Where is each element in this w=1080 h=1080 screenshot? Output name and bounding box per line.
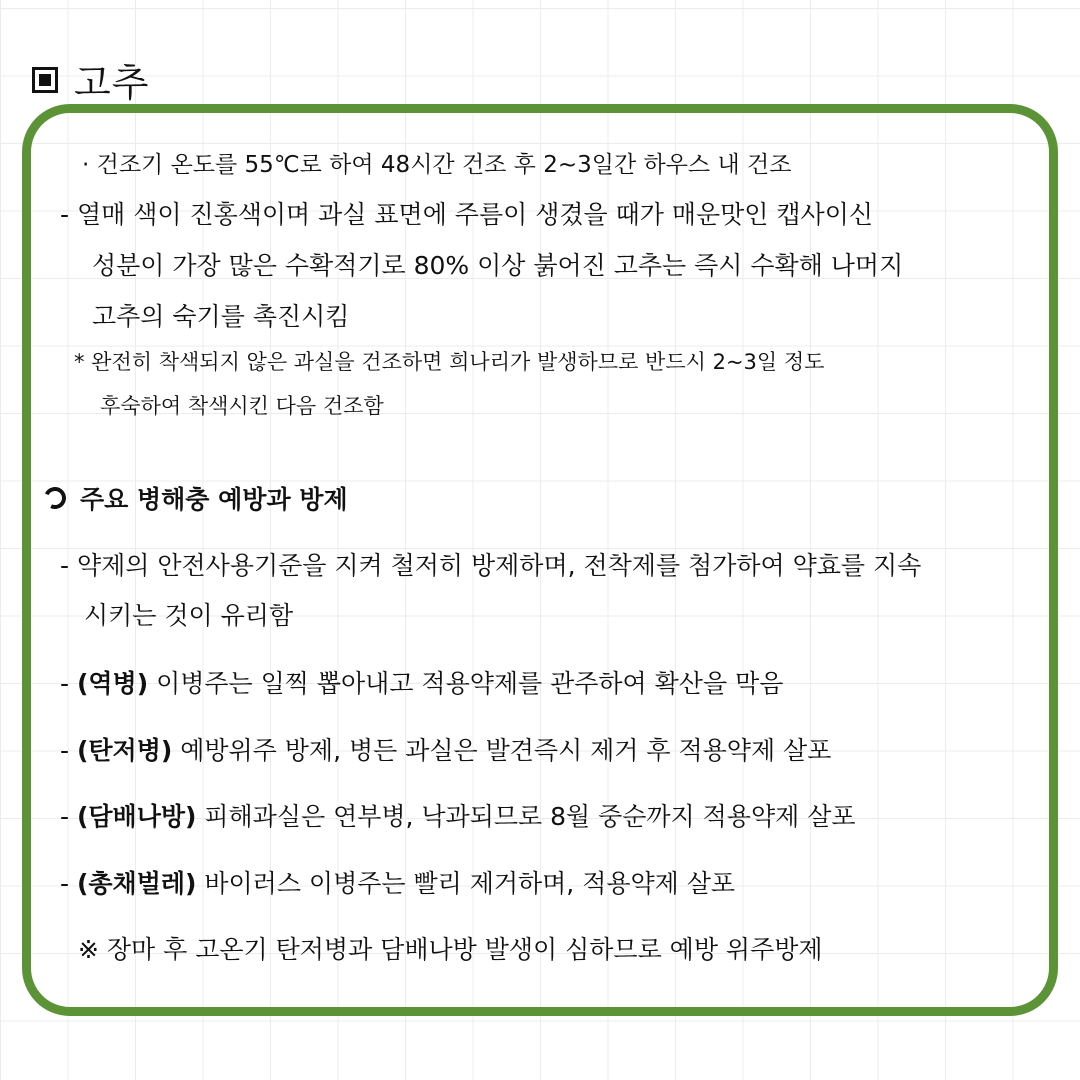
square-bullet-icon bbox=[32, 67, 58, 93]
drying-line-4: 고추의 숙기를 촉진시킴 bbox=[92, 302, 350, 331]
item-blight bbox=[60, 664, 783, 700]
drying-note-2: 후숙하여 착색시킨 다음 건조함 bbox=[100, 394, 384, 418]
item-dash: - bbox=[60, 802, 77, 831]
page-title bbox=[32, 52, 149, 107]
drying-line-3: 성분이 가장 많은 수확적기로 80% 이상 붉어진 고추는 즉시 수확해 나머지 bbox=[92, 251, 904, 280]
circle-bullet-icon bbox=[41, 484, 69, 512]
section-heading-text: 주요 병해충 예방과 방제 bbox=[80, 485, 348, 514]
item-thrips bbox=[60, 864, 735, 900]
item-dash: - bbox=[60, 736, 77, 765]
item-label: (담배나방) bbox=[76, 802, 197, 831]
item-text: 이병주는 일찍 뽑아내고 적용약제를 관주하여 확산을 막음 bbox=[148, 669, 784, 698]
item-anthracnose bbox=[60, 731, 831, 767]
item-text: 바이러스 이병주는 빨리 제거하며, 적용약제 살포 bbox=[196, 869, 736, 898]
section-heading bbox=[44, 480, 348, 516]
title-text: 고추 bbox=[74, 61, 150, 105]
item-label: (총채벌레) bbox=[76, 869, 197, 898]
item-1-line-1: - 약제의 안전사용기준을 지켜 철저히 방제하며, 전착제를 첨가하여 약효를 지속 bbox=[60, 551, 922, 580]
item-text: 예방위주 방제, 병든 과실은 발견즉시 제거 후 적용약제 살포 bbox=[172, 736, 832, 765]
drying-line-2: - 열매 색이 진홍색이며 과실 표면에 주름이 생겼을 때가 매운맛인 캡사이신 bbox=[60, 200, 873, 229]
drying-line-1: · 건조기 온도를 55℃로 하여 48시간 건조 후 2~3일간 하우스 내 건조 bbox=[82, 152, 792, 178]
item-dash: - bbox=[60, 669, 77, 698]
monsoon-note: ※ 장마 후 고온기 탄저병과 담배나방 발생이 심하므로 예방 위주방제 bbox=[78, 935, 823, 964]
item-text: 피해과실은 연부병, 낙과되므로 8월 중순까지 적용약제 살포 bbox=[196, 802, 856, 831]
item-tobacco-moth bbox=[60, 797, 856, 833]
item-1-line-2: 시키는 것이 유리함 bbox=[84, 601, 294, 630]
item-label: (역병) bbox=[76, 669, 149, 698]
item-dash: - bbox=[60, 869, 77, 898]
drying-note-1: * 완전히 착색되지 않은 과실을 건조하면 희나리가 발생하므로 반드시 2~3일 정도 bbox=[74, 350, 825, 374]
item-label: (탄저병) bbox=[76, 736, 173, 765]
